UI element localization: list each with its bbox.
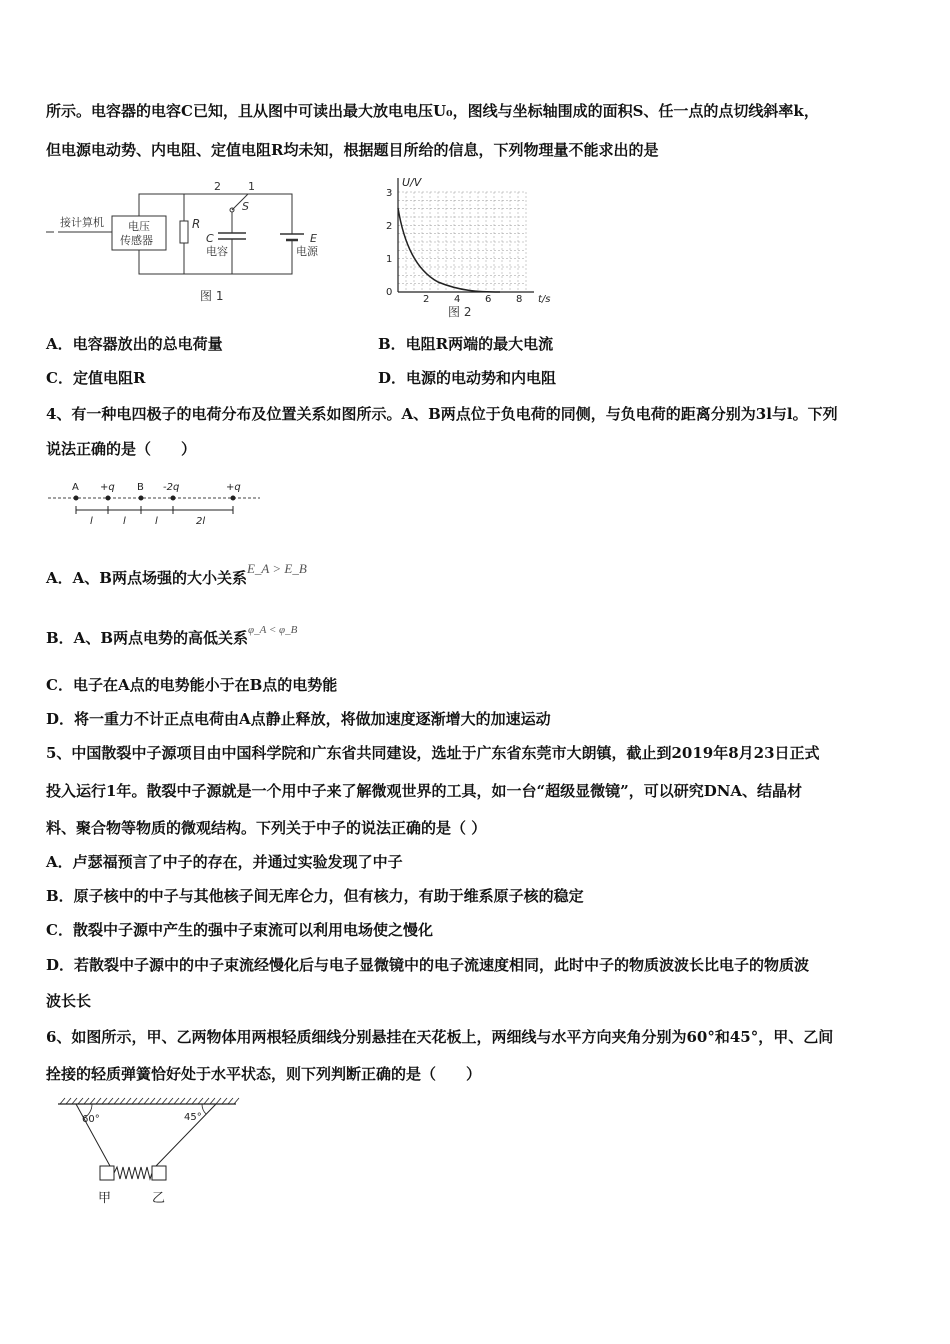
hatch-mark <box>156 1098 161 1104</box>
dist-label-2: l <box>123 516 126 527</box>
x-tick-2: 2 <box>423 294 430 305</box>
hatch-mark <box>78 1098 83 1104</box>
label-point-B: B <box>137 482 144 493</box>
y-axis-label: U/V <box>402 176 422 189</box>
hatch-mark <box>72 1098 77 1104</box>
hatch-mark <box>204 1098 209 1104</box>
y-tick-2: 2 <box>386 221 393 232</box>
hatch-mark <box>84 1098 89 1104</box>
hatch-mark <box>198 1098 203 1104</box>
label-source: 电源 <box>296 245 318 258</box>
label-capacitor: 电容 <box>206 245 228 258</box>
voltage-time-graph <box>378 174 558 320</box>
hatch-mark <box>174 1098 179 1104</box>
q4-option-A-formula: E_A > E_B <box>246 561 307 576</box>
hatch-mark <box>144 1098 149 1104</box>
q4-option-A[interactable] <box>46 561 307 589</box>
hatch-mark <box>180 1098 185 1104</box>
hatch-mark <box>66 1098 71 1104</box>
label-R: R <box>192 217 201 231</box>
block-jia <box>100 1166 114 1180</box>
angle-60-label: 60° <box>82 1114 100 1125</box>
q3-option-B[interactable]: B．电阻R两端的最大电流 <box>378 335 554 353</box>
q4-text-line2: 说法正确的是（ ） <box>46 440 197 458</box>
y-tick-0: 0 <box>386 287 393 298</box>
q5-option-B[interactable]: B．原子核中的中子与其他核子间无库仑力，但有核力，有助于维系原子核的稳定 <box>46 887 584 905</box>
q3-option-D[interactable]: D．电源的电动势和内电阻 <box>378 369 557 387</box>
q5-text-line2: 投入运行1年。散裂中子源就是一个用中子来了解微观世界的工具，如一台“超级显微镜”，可以研究DNA、结晶材 <box>46 782 803 800</box>
q5-option-C[interactable]: C．散裂中子源中产生的强中子束流可以利用电场使之慢化 <box>46 921 433 939</box>
q4-option-D[interactable]: D．将一重力不计正点电荷由A点静止释放，将做加速度逐渐增大的加速运动 <box>46 710 551 728</box>
dist-label-1: l <box>90 516 93 527</box>
label-E: E <box>310 232 317 245</box>
hatch-mark <box>90 1098 95 1104</box>
hatch-mark <box>162 1098 167 1104</box>
label-charge-plus-q-2: +q <box>226 482 241 493</box>
q4-option-C[interactable]: C．电子在A点的电势能小于在B点的电势能 <box>46 676 338 694</box>
q4-option-B-text: B．A、B两点电势的高低关系 <box>46 629 248 647</box>
hatch-mark <box>102 1098 107 1104</box>
label-computer: 接计算机 <box>60 216 104 229</box>
fig2-caption: 图 2 <box>448 305 472 319</box>
quadrupole-figure <box>44 478 264 528</box>
hatch-mark <box>234 1098 239 1104</box>
label-charge-plus-q-1: +q <box>100 482 115 493</box>
hatch-mark <box>168 1098 173 1104</box>
label-point-A: A <box>72 482 79 493</box>
label-S: S <box>242 200 249 213</box>
label-sensor-1: 电压 <box>128 220 150 233</box>
angle-45-label: 45° <box>184 1112 202 1123</box>
label-sensor-2: 传感器 <box>120 234 153 247</box>
hatch-mark <box>108 1098 113 1104</box>
q6-text-line2: 拴接的轻质弹簧恰好处于水平状态，则下列判断正确的是（ ） <box>46 1065 482 1083</box>
q4-option-B-formula: φ_A < φ_B <box>248 624 298 636</box>
block-yi <box>152 1166 166 1180</box>
hanging-objects-figure <box>54 1094 244 1212</box>
x-tick-8: 8 <box>516 294 523 305</box>
label-1: 1 <box>248 180 255 193</box>
hatch-mark <box>126 1098 131 1104</box>
hatch-mark <box>96 1098 101 1104</box>
ceiling-hatch <box>60 1098 239 1104</box>
x-tick-4: 4 <box>454 294 461 305</box>
hatch-mark <box>186 1098 191 1104</box>
y-tick-3: 3 <box>386 188 393 199</box>
hatch-mark <box>192 1098 197 1104</box>
label-jia: 甲 <box>98 1191 112 1206</box>
dist-label-4: 2l <box>196 516 206 527</box>
hatch-mark <box>138 1098 143 1104</box>
fig1-caption: 图 1 <box>200 289 224 303</box>
hatch-mark <box>228 1098 233 1104</box>
hatch-mark <box>120 1098 125 1104</box>
label-C: C <box>206 232 214 245</box>
resistor-symbol <box>180 221 188 243</box>
spring <box>114 1167 152 1179</box>
y-tick-1: 1 <box>386 254 393 265</box>
hatch-mark <box>210 1098 215 1104</box>
q5-option-D-line1[interactable]: D．若散裂中子源中的中子束流经慢化后与电子显微镜中的电子流速度相同，此时中子的物质波波长比电子的物质波 <box>46 956 810 974</box>
q3-option-C[interactable]: C．定值电阻R <box>46 369 146 387</box>
q5-text-line3: 料、聚合物等物质的微观结构。下列关于中子的说法正确的是（ ） <box>46 819 487 837</box>
q4-text-line1: 4、有一种电四极子的电荷分布及位置关系如图所示。A、B两点位于负电荷的同侧，与负电荷的距离分别为3l与l。下列 <box>46 405 838 423</box>
hatch-mark <box>114 1098 119 1104</box>
hatch-mark <box>60 1098 65 1104</box>
circuit-figure <box>44 176 334 308</box>
x-tick-6: 6 <box>485 294 492 305</box>
label-charge-minus-2q: -2q <box>163 482 180 493</box>
q4-option-A-text: A．A、B两点场强的大小关系 <box>46 569 247 587</box>
q5-text-line1: 5、中国散裂中子源项目由中国科学院和广东省共同建设，选址于广东省东莞市大朗镇，截止到2019年8月23日正式 <box>46 744 820 762</box>
label-yi: 乙 <box>152 1191 166 1206</box>
q5-option-A[interactable]: A．卢瑟福预言了中子的存在，并通过实验发现了中子 <box>46 853 403 871</box>
q5-option-D-line2[interactable]: 波长长 <box>46 992 92 1010</box>
q3-text-line1: 所示。电容器的电容C已知，且从图中可读出最大放电电压U₀，图线与坐标轴围成的面积S、任一点的点切线斜率k， <box>46 102 819 120</box>
x-axis-label: t/s <box>538 294 551 305</box>
discharge-curve <box>398 208 500 292</box>
q4-option-B[interactable] <box>46 624 298 650</box>
graph-grid <box>398 192 526 292</box>
hatch-mark <box>132 1098 137 1104</box>
hatch-mark <box>222 1098 227 1104</box>
q3-option-A[interactable]: A．电容器放出的总电荷量 <box>46 335 223 353</box>
q3-text-line2: 但电源电动势、内电阻、定值电阻R均未知，根据题目所给的信息，下列物理量不能求出的是 <box>46 141 659 159</box>
hatch-mark <box>216 1098 221 1104</box>
hatch-mark <box>150 1098 155 1104</box>
q6-text-line1: 6、如图所示，甲、乙两物体用两根轻质细线分别悬挂在天花板上，两细线与水平方向夹角分别为60°和45°，甲、乙间 <box>46 1028 834 1046</box>
dist-label-3: l <box>155 516 158 527</box>
label-2: 2 <box>214 180 221 193</box>
